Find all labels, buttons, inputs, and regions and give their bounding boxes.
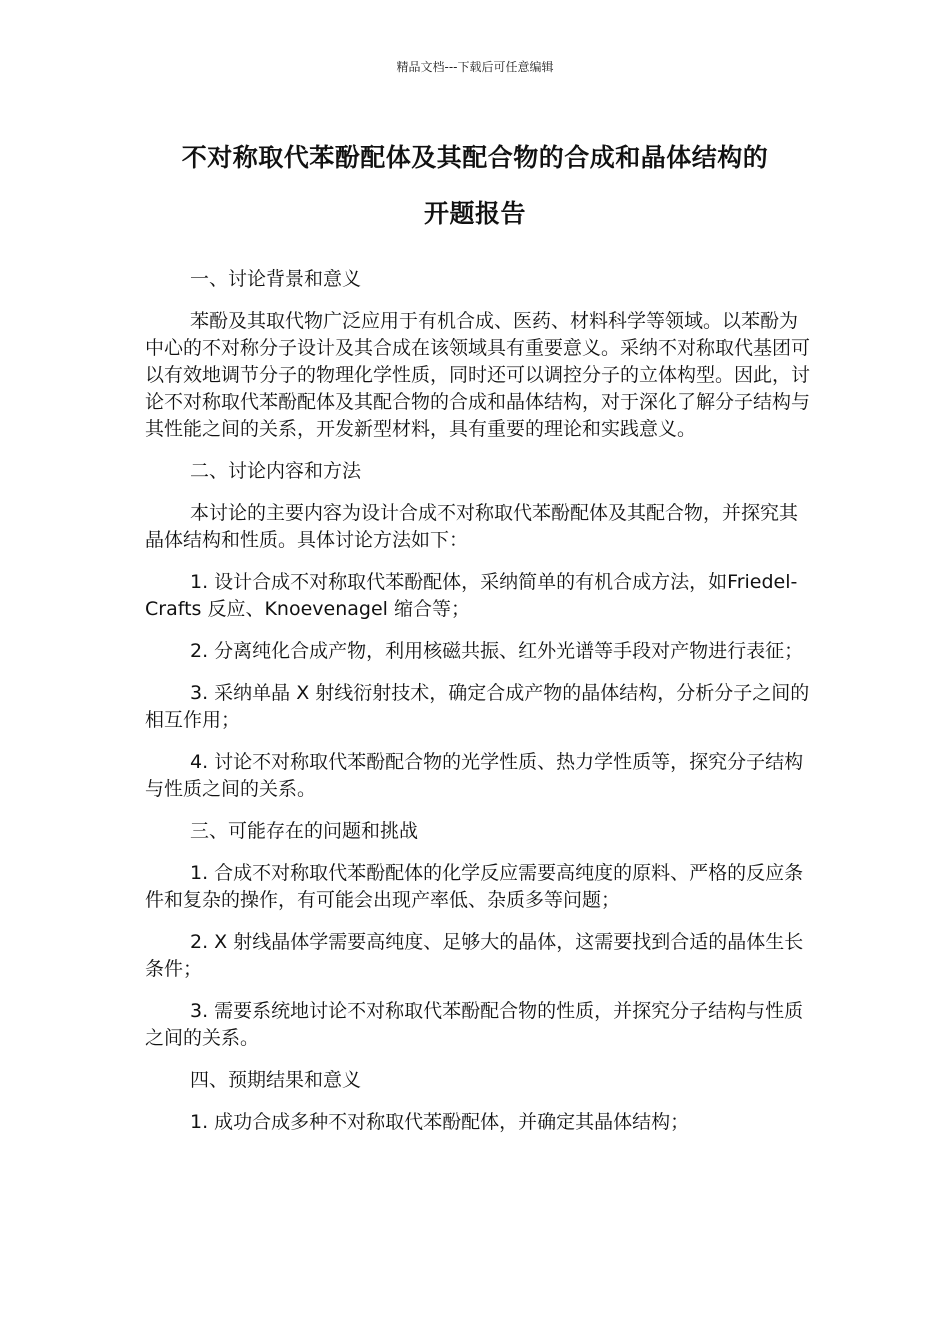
list-item: 1. 合成不对称取代苯酚配体的化学反应需要高纯度的原料、严格的反应条件和复杂的操作，有可能会出现产率低、杂质多等问题； — [145, 862, 804, 911]
list-item: 1. 成功合成多种不对称取代苯酚配体，并确定其晶体结构； — [190, 1111, 690, 1133]
paragraph: 本讨论的主要内容为设计合成不对称取代苯酚配体及其配合物，并探究其晶体结构和性质。具体讨论方法如下： — [145, 502, 799, 551]
section-heading: 二、讨论内容和方法 — [190, 460, 362, 482]
title-line-1: 不对称取代苯酚配体及其配合物的合成和晶体结构的 — [181, 143, 769, 172]
title-line-2: 开题报告 — [423, 199, 526, 228]
document-title — [120, 130, 830, 242]
section-heading: 四、预期结果和意义 — [190, 1069, 362, 1091]
list-item: 3. 采纳单晶 X 射线衍射技术，确定合成产物的晶体结构，分析分子之间的相互作用； — [145, 682, 810, 731]
list-item: 2. X 射线晶体学需要高纯度、足够大的晶体，这需要找到合适的晶体生长条件； — [145, 931, 804, 980]
page-header: 精品文档---下载后可任意编辑 — [396, 60, 554, 74]
paragraph: 苯酚及其取代物广泛应用于有机合成、医药、材料科学等领域。以苯酚为中心的不对称分子设计及其合成在该领域具有重要意义。采纳不对称取代基团可以有效地调节分子的物理化学性质，同时还可以调控分子的立体构型。因此，讨论不对称取代苯酚配体及其配合物的合成和晶体结构，对于深化了解分子结构与其性能之间的关系，开发新型材料，具有重要的理论和实践意义。 — [145, 310, 811, 440]
list-item: 2. 分离纯化合成产物，利用核磁共振、红外光谱等手段对产物进行表征； — [190, 640, 804, 662]
section-heading: 一、讨论背景和意义 — [190, 268, 362, 290]
section-heading: 三、可能存在的问题和挑战 — [190, 820, 419, 842]
list-item: 1. 设计合成不对称取代苯酚配体，采纳简单的有机合成方法，如Friedel-Crafts 反应、Knoevenagel 缩合等； — [145, 571, 798, 620]
list-item: 3. 需要系统地讨论不对称取代苯酚配合物的性质，并探究分子结构与性质之间的关系。 — [145, 1000, 804, 1049]
list-item: 4. 讨论不对称取代苯酚配合物的光学性质、热力学性质等，探究分子结构与性质之间的关系。 — [145, 751, 804, 800]
document-body — [145, 266, 815, 1151]
